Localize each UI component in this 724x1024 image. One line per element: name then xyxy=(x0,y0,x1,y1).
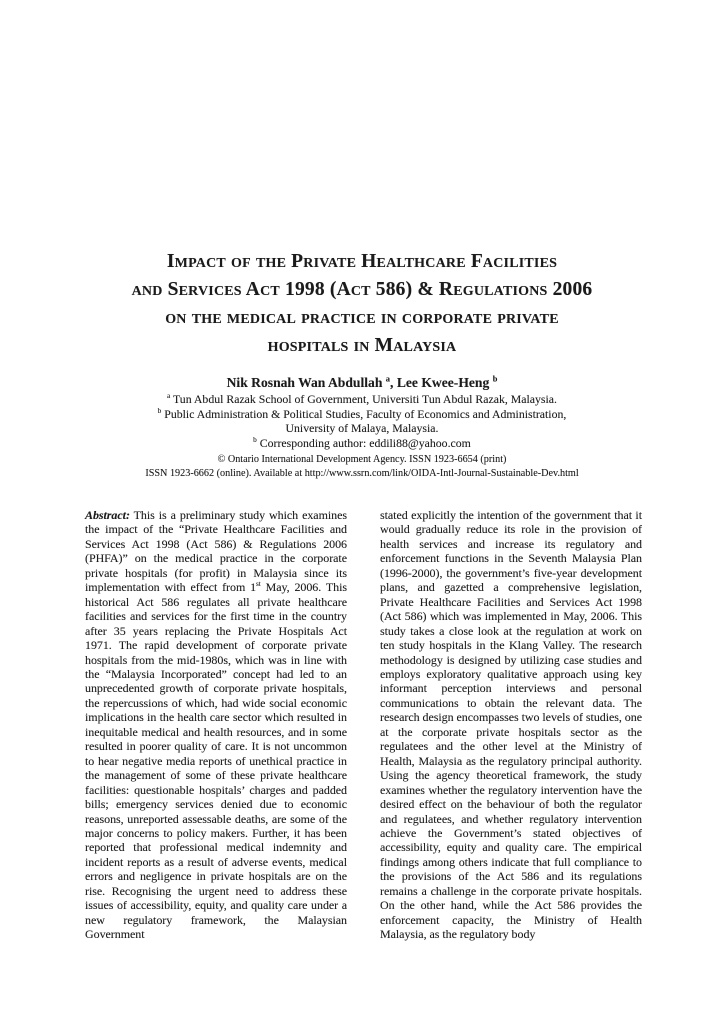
abstract-text: May, 2006. This historical Act 586 regulates all private healthcare facilities and services for the first time in the country after 35 years replacing the Private Hospitals Act 1971. The rapid development of corporate private hospitals from the mid-1980s, which was in line with the “Malaysia Incorporated” concept had led to an unprecedented growth of corporate private hospitals, the repercussions of which, had wide social economic implications in the health care sector which resulted in inequitable medical and health resources, and in some resulted in poorer quality of care. It is not uncommon to hear negative media reports of unethical practice in the management of some of these private healthcare facilities: questionable hospitals’ charges and padded bills; emergency services denied due to economic reasons, unreported assessable deaths, are some of the major concerns to policy makers. Further, it has been reported that professional medical indemnity and incident reports as a result of adverse events, medical errors and negligence in private hospitals are on the rise. Recognising the urgent need to address these issues of accessibility, equity, and quality care under a new regulatory framework, the Malaysian Government xyxy=(85,580,347,942)
article-title xyxy=(70,248,654,360)
author-separator: , xyxy=(390,375,397,390)
author-name: Nik Rosnah Wan Abdullah xyxy=(226,375,386,390)
abstract-text: This is a preliminary study which examines the impact of the “Private Healthcare Facilities and Services Act 1998 (Act 586) & Regulations 2006 (PHFA)” on the medical practice in the corporate private hospitals (for profit) in Malaysia since its implementation with effect from 1 xyxy=(85,508,347,595)
abstract-label: Abstract: xyxy=(85,508,130,522)
author-name: Lee Kwee-Heng xyxy=(396,375,493,390)
abstract-paragraph xyxy=(85,508,347,942)
authors-line xyxy=(0,374,724,391)
title-line: on the medical practice in corporate private xyxy=(165,307,559,328)
affiliation-text: University of Malaya, Malaysia. xyxy=(285,421,439,436)
body-column-right xyxy=(380,508,642,942)
copyright-issn-line: © Ontario International Development Agency. ISSN 1923-6654 (print) xyxy=(217,454,507,465)
author-affiliation-mark: a xyxy=(385,373,391,384)
affiliation-mark: a xyxy=(167,391,171,401)
title-line: Impact of the Private Healthcare Facilities xyxy=(166,251,558,272)
corresponding-author-text: Corresponding author: eddili88@yahoo.com xyxy=(256,435,471,450)
affiliation-mark: b xyxy=(253,434,257,444)
affiliation-line xyxy=(0,421,724,436)
author-affiliation-mark: b xyxy=(492,373,498,384)
affiliation-text: Tun Abdul Razak School of Government, Universiti Tun Abdul Razak, Malaysia. xyxy=(170,392,557,406)
article-body xyxy=(85,508,642,942)
abstract-continued-paragraph: stated explicitly the intention of the government that it would gradually reduce its role in the provision of health services and increase its regulatory and enforcement functions in the Seventh Malaysia Plan (1996-2000), the government’s five-year development plans, and gazetted a comprehensive legislation, Private Healthcare Facilities and Services Act 1998 (Act 586) which was implemented in May, 2006. This study takes a close look at the regulation at work on ten study hospitals in the Klang Valley. The research methodology is designed by utilizing case studies and employs exploratory qualitative approach using key informant perception interviews and personal communications to obtain the relevant data. The research design encompasses two levels of studies, one at the corporate private hospitals sector as the regulatees and the other level at the Ministry of Health, Malaysia as the regulatory principal authority. Using the agency theoretical framework, the study examines whether the regulatory intervention have the desired effect on the behaviour of both the regulator and regulatees, and whether regulatory intervention achieve the Government’s stated objectives of accessibility, equity and quality care. The empirical findings among others indicate that full compliance to the provisions of the Act 586 and its regulations remains a challenge in the corporate private hospitals. On the other hand, while the Act 586 provides the enforcement capacity, the Ministry of Health Malaysia, as the regulatory body xyxy=(380,508,642,942)
affiliation-line xyxy=(0,407,724,422)
affiliations-block xyxy=(0,392,724,450)
title-line: hospitals in Malaysia xyxy=(267,335,457,356)
ordinal-superscript: st xyxy=(256,580,261,589)
affiliation-line xyxy=(0,392,724,407)
publisher-note xyxy=(0,453,724,481)
body-column-left xyxy=(85,508,347,942)
affiliation-line xyxy=(0,436,724,451)
issn-url-line: ISSN 1923-6662 (online). Available at http://www.ssrn.com/link/OIDA-Intl-Journal-Sustainable-Dev.html xyxy=(145,467,579,479)
affiliation-mark: b xyxy=(157,405,162,415)
title-line: and Services Act 1998 (Act 586) & Regulations 2006 xyxy=(131,279,593,300)
affiliation-text: Public Administration & Political Studies, Faculty of Economics and Administration, xyxy=(161,406,567,421)
